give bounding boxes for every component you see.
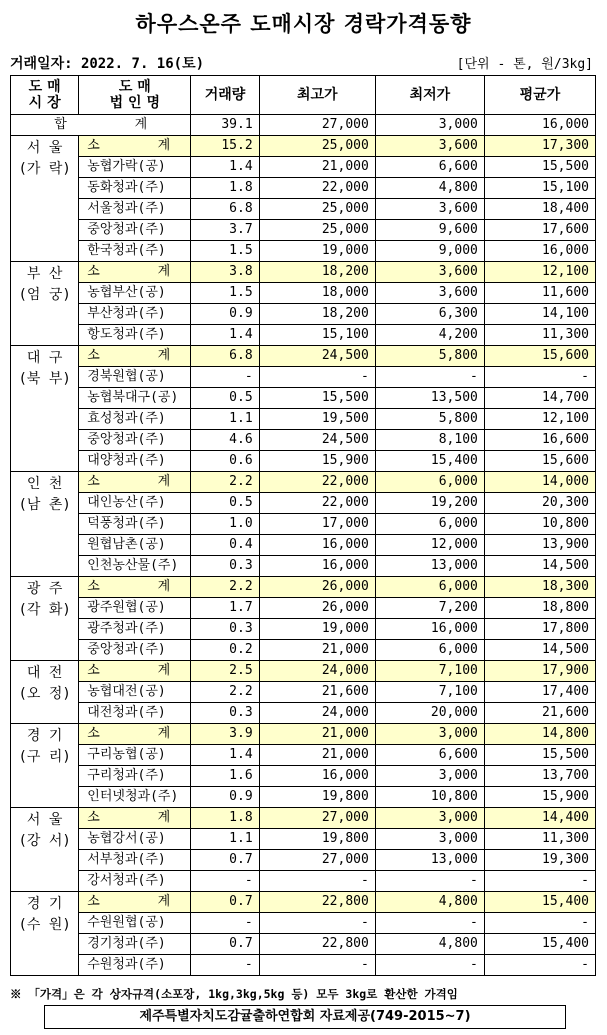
max-price-cell: 19,000 (259, 241, 375, 262)
corp-name: 대인농산(주) (79, 493, 191, 514)
corp-name: 인천농산물(주) (79, 556, 191, 577)
table-row (11, 514, 596, 535)
total-volume: 39.1 (191, 115, 259, 136)
corp-name: 원협남촌(공) (79, 535, 191, 556)
volume-cell: 0.9 (191, 787, 259, 808)
max-price-cell: 16,000 (259, 556, 375, 577)
min-price-cell: 3,600 (375, 262, 484, 283)
volume-cell: 2.2 (191, 577, 259, 598)
min-price-cell: 6,000 (375, 640, 484, 661)
max-price-cell: 26,000 (259, 598, 375, 619)
min-price-cell: 4,800 (375, 892, 484, 913)
corp-name: 소 계 (79, 724, 191, 745)
avg-price-cell: 14,700 (484, 388, 595, 409)
min-price-cell: 4,800 (375, 934, 484, 955)
avg-price-cell: 14,100 (484, 304, 595, 325)
min-price-cell: 3,000 (375, 766, 484, 787)
avg-price-cell: - (484, 367, 595, 388)
min-price-cell: - (375, 955, 484, 976)
header-avg: 평균가 (484, 76, 595, 115)
avg-price-cell: 14,000 (484, 472, 595, 493)
min-price-cell: 13,500 (375, 388, 484, 409)
volume-cell: 2.2 (191, 472, 259, 493)
min-price-cell: 3,000 (375, 808, 484, 829)
corp-name: 동화청과(주) (79, 178, 191, 199)
avg-price-cell: 17,800 (484, 619, 595, 640)
min-price-cell: 16,000 (375, 619, 484, 640)
total-max: 27,000 (259, 115, 375, 136)
min-price-cell: 6,000 (375, 514, 484, 535)
corp-name: 소 계 (79, 136, 191, 157)
corp-name: 소 계 (79, 262, 191, 283)
corp-name: 소 계 (79, 808, 191, 829)
max-price-cell: 16,000 (259, 766, 375, 787)
table-row (11, 283, 596, 304)
market-name: 광 주 (각 화) (11, 577, 79, 661)
volume-cell: - (191, 367, 259, 388)
volume-cell: 0.3 (191, 703, 259, 724)
avg-price-cell: 15,600 (484, 346, 595, 367)
avg-price-cell: 17,400 (484, 682, 595, 703)
market-name: 경 기 (수 원) (11, 892, 79, 976)
max-price-cell: 24,500 (259, 346, 375, 367)
avg-price-cell: 12,100 (484, 409, 595, 430)
avg-price-cell: 19,300 (484, 850, 595, 871)
max-price-cell: 24,000 (259, 661, 375, 682)
subtotal-row (11, 472, 596, 493)
table-row (11, 451, 596, 472)
header-volume: 거래량 (191, 76, 259, 115)
table-row (11, 703, 596, 724)
table-row (11, 619, 596, 640)
header-market: 도 매 시 장 (11, 76, 79, 115)
max-price-cell: 21,000 (259, 640, 375, 661)
min-price-cell: 6,000 (375, 472, 484, 493)
min-price-cell: 13,000 (375, 850, 484, 871)
avg-price-cell: 16,600 (484, 430, 595, 451)
subtotal-row (11, 346, 596, 367)
page-title: 하우스온주 도매시장 경락가격동향 (135, 12, 472, 36)
table-row (11, 220, 596, 241)
table-row (11, 787, 596, 808)
avg-price-cell: 11,600 (484, 283, 595, 304)
min-price-cell: 19,200 (375, 493, 484, 514)
max-price-cell: 15,500 (259, 388, 375, 409)
min-price-cell: 5,800 (375, 346, 484, 367)
min-price-cell: 3,000 (375, 724, 484, 745)
market-name: 대 구 (북 부) (11, 346, 79, 472)
corp-name: 서울청과(주) (79, 199, 191, 220)
volume-cell: 0.3 (191, 619, 259, 640)
volume-cell: 2.5 (191, 661, 259, 682)
corp-name: 광주원협(공) (79, 598, 191, 619)
max-price-cell: 21,000 (259, 157, 375, 178)
volume-cell: 4.6 (191, 430, 259, 451)
market-name: 부 산 (엄 궁) (11, 262, 79, 346)
table-row (11, 913, 596, 934)
trade-date: 거래일자: 2022. 7. 16(토) (10, 56, 205, 72)
max-price-cell: 19,800 (259, 787, 375, 808)
subtotal-row (11, 724, 596, 745)
footnote: ※ 「가격」은 각 상자규격(소포장, 1kg,3kg,5kg 등) 모두 3kg로 환산한 가격임 (10, 987, 458, 1001)
corp-name: 덕풍청과(주) (79, 514, 191, 535)
unit-label: [단위 - 톤, 원/3kg] (456, 57, 593, 72)
market-name: 서 울 (강 서) (11, 808, 79, 892)
max-price-cell: 24,000 (259, 703, 375, 724)
max-price-cell: 17,000 (259, 514, 375, 535)
volume-cell: 15.2 (191, 136, 259, 157)
corp-name: 소 계 (79, 661, 191, 682)
avg-price-cell: 15,500 (484, 157, 595, 178)
table-row (11, 325, 596, 346)
header-min: 최저가 (375, 76, 484, 115)
corp-name: 대전청과(주) (79, 703, 191, 724)
volume-cell: 0.7 (191, 850, 259, 871)
avg-price-cell: 17,300 (484, 136, 595, 157)
min-price-cell: 6,600 (375, 157, 484, 178)
max-price-cell: 26,000 (259, 577, 375, 598)
min-price-cell: 4,800 (375, 178, 484, 199)
volume-cell: 1.4 (191, 157, 259, 178)
min-price-cell: 3,600 (375, 283, 484, 304)
table-row (11, 934, 596, 955)
table-row (11, 871, 596, 892)
max-price-cell: 15,100 (259, 325, 375, 346)
max-price-cell: 25,000 (259, 199, 375, 220)
min-price-cell: - (375, 367, 484, 388)
table-row (11, 493, 596, 514)
table-row (11, 598, 596, 619)
volume-cell: 0.3 (191, 556, 259, 577)
min-price-cell: 7,200 (375, 598, 484, 619)
max-price-cell: 19,000 (259, 619, 375, 640)
max-price-cell: 22,000 (259, 472, 375, 493)
max-price-cell: 22,800 (259, 934, 375, 955)
total-label: 합 계 (11, 115, 191, 136)
avg-price-cell: 13,900 (484, 535, 595, 556)
volume-cell: 0.7 (191, 892, 259, 913)
max-price-cell: - (259, 871, 375, 892)
corp-name: 인터넷청과(주) (79, 787, 191, 808)
min-price-cell: 20,000 (375, 703, 484, 724)
min-price-cell: - (375, 913, 484, 934)
avg-price-cell: 15,500 (484, 745, 595, 766)
avg-price-cell: 15,600 (484, 451, 595, 472)
corp-name: 경기청과(주) (79, 934, 191, 955)
corp-name: 서부청과(주) (79, 850, 191, 871)
total-min: 3,000 (375, 115, 484, 136)
table-row (11, 766, 596, 787)
max-price-cell: 22,000 (259, 493, 375, 514)
table-row (11, 955, 596, 976)
table-row (11, 241, 596, 262)
volume-cell: - (191, 913, 259, 934)
table-row (11, 388, 596, 409)
market-name: 인 천 (남 촌) (11, 472, 79, 577)
table-row (11, 199, 596, 220)
corp-name: 소 계 (79, 472, 191, 493)
volume-cell: 6.8 (191, 346, 259, 367)
corp-name: 수원청과(주) (79, 955, 191, 976)
max-price-cell: 21,000 (259, 745, 375, 766)
max-price-cell: 27,000 (259, 850, 375, 871)
corp-name: 효성청과(주) (79, 409, 191, 430)
avg-price-cell: 12,100 (484, 262, 595, 283)
max-price-cell: - (259, 367, 375, 388)
max-price-cell: - (259, 955, 375, 976)
min-price-cell: 6,000 (375, 577, 484, 598)
corp-name: 구리농협(공) (79, 745, 191, 766)
avg-price-cell: - (484, 871, 595, 892)
volume-cell: 1.8 (191, 808, 259, 829)
corp-name: 대양청과(주) (79, 451, 191, 472)
max-price-cell: 15,900 (259, 451, 375, 472)
volume-cell: 1.4 (191, 745, 259, 766)
table-row (11, 178, 596, 199)
min-price-cell: 12,000 (375, 535, 484, 556)
header-max: 최고가 (259, 76, 375, 115)
avg-price-cell: 17,600 (484, 220, 595, 241)
min-price-cell: 7,100 (375, 661, 484, 682)
min-price-cell: 5,800 (375, 409, 484, 430)
avg-price-cell: 14,500 (484, 640, 595, 661)
table-row (11, 850, 596, 871)
max-price-cell: 24,500 (259, 430, 375, 451)
max-price-cell: 21,000 (259, 724, 375, 745)
corp-name: 한국청과(주) (79, 241, 191, 262)
max-price-cell: 25,000 (259, 220, 375, 241)
volume-cell: 1.4 (191, 325, 259, 346)
volume-cell: 1.5 (191, 241, 259, 262)
volume-cell: 0.4 (191, 535, 259, 556)
volume-cell: 1.1 (191, 409, 259, 430)
volume-cell: 1.6 (191, 766, 259, 787)
avg-price-cell: 11,300 (484, 325, 595, 346)
avg-price-cell: 20,300 (484, 493, 595, 514)
market-name: 경 기 (구 리) (11, 724, 79, 808)
corp-name: 광주청과(주) (79, 619, 191, 640)
volume-cell: 0.9 (191, 304, 259, 325)
volume-cell: 1.0 (191, 514, 259, 535)
table-row (11, 430, 596, 451)
corp-name: 중앙청과(주) (79, 430, 191, 451)
subtotal-row (11, 136, 596, 157)
max-price-cell: 27,000 (259, 808, 375, 829)
volume-cell: - (191, 871, 259, 892)
volume-cell: 1.7 (191, 598, 259, 619)
volume-cell: 1.8 (191, 178, 259, 199)
corp-name: 농협부산(공) (79, 283, 191, 304)
corp-name: 농협북대구(공) (79, 388, 191, 409)
corp-name: 수원원협(공) (79, 913, 191, 934)
avg-price-cell: 18,400 (484, 199, 595, 220)
max-price-cell: 16,000 (259, 535, 375, 556)
table-row (11, 829, 596, 850)
table-row (11, 682, 596, 703)
max-price-cell: 19,500 (259, 409, 375, 430)
corp-name: 농협가락(공) (79, 157, 191, 178)
volume-cell: 6.8 (191, 199, 259, 220)
avg-price-cell: - (484, 913, 595, 934)
corp-name: 소 계 (79, 892, 191, 913)
min-price-cell: - (375, 871, 484, 892)
min-price-cell: 3,600 (375, 199, 484, 220)
table-row (11, 640, 596, 661)
max-price-cell: 21,600 (259, 682, 375, 703)
max-price-cell: - (259, 913, 375, 934)
min-price-cell: 6,600 (375, 745, 484, 766)
max-price-cell: 25,000 (259, 136, 375, 157)
price-table (10, 75, 596, 976)
avg-price-cell: 15,400 (484, 934, 595, 955)
avg-price-cell: 14,800 (484, 724, 595, 745)
min-price-cell: 8,100 (375, 430, 484, 451)
volume-cell: 0.6 (191, 451, 259, 472)
corp-name: 소 계 (79, 346, 191, 367)
table-row (11, 535, 596, 556)
avg-price-cell: 16,000 (484, 241, 595, 262)
market-name: 서 울 (가 락) (11, 136, 79, 262)
min-price-cell: 15,400 (375, 451, 484, 472)
corp-name: 중앙청과(주) (79, 640, 191, 661)
avg-price-cell: - (484, 955, 595, 976)
corp-name: 강서청과(주) (79, 871, 191, 892)
subtotal-row (11, 808, 596, 829)
avg-price-cell: 11,300 (484, 829, 595, 850)
max-price-cell: 19,800 (259, 829, 375, 850)
market-name: 대 전 (오 정) (11, 661, 79, 724)
min-price-cell: 10,800 (375, 787, 484, 808)
avg-price-cell: 14,400 (484, 808, 595, 829)
max-price-cell: 22,800 (259, 892, 375, 913)
avg-price-cell: 15,900 (484, 787, 595, 808)
max-price-cell: 22,000 (259, 178, 375, 199)
corp-name: 농협대전(공) (79, 682, 191, 703)
max-price-cell: 18,200 (259, 304, 375, 325)
volume-cell: 1.5 (191, 283, 259, 304)
volume-cell: 0.5 (191, 388, 259, 409)
avg-price-cell: 18,800 (484, 598, 595, 619)
volume-cell: - (191, 955, 259, 976)
avg-price-cell: 18,300 (484, 577, 595, 598)
min-price-cell: 9,600 (375, 220, 484, 241)
min-price-cell: 6,300 (375, 304, 484, 325)
max-price-cell: 18,000 (259, 283, 375, 304)
table-row (11, 367, 596, 388)
total-row (11, 115, 596, 136)
total-avg: 16,000 (484, 115, 595, 136)
corp-name: 농협강서(공) (79, 829, 191, 850)
volume-cell: 0.2 (191, 640, 259, 661)
min-price-cell: 3,600 (375, 136, 484, 157)
table-row (11, 304, 596, 325)
header-corp: 도 매 법 인 명 (79, 76, 191, 115)
avg-price-cell: 13,700 (484, 766, 595, 787)
avg-price-cell: 21,600 (484, 703, 595, 724)
corp-name: 소 계 (79, 577, 191, 598)
min-price-cell: 3,000 (375, 829, 484, 850)
min-price-cell: 4,200 (375, 325, 484, 346)
volume-cell: 3.7 (191, 220, 259, 241)
corp-name: 중앙청과(주) (79, 220, 191, 241)
table-row (11, 556, 596, 577)
max-price-cell: 18,200 (259, 262, 375, 283)
corp-name: 구리청과(주) (79, 766, 191, 787)
subtotal-row (11, 577, 596, 598)
avg-price-cell: 15,400 (484, 892, 595, 913)
corp-name: 부산청과(주) (79, 304, 191, 325)
min-price-cell: 13,000 (375, 556, 484, 577)
volume-cell: 0.5 (191, 493, 259, 514)
min-price-cell: 7,100 (375, 682, 484, 703)
avg-price-cell: 14,500 (484, 556, 595, 577)
table-row (11, 745, 596, 766)
corp-name: 항도청과(주) (79, 325, 191, 346)
corp-name: 경북원협(공) (79, 367, 191, 388)
table-row (11, 409, 596, 430)
avg-price-cell: 10,800 (484, 514, 595, 535)
subtotal-row (11, 661, 596, 682)
volume-cell: 3.8 (191, 262, 259, 283)
table-row (11, 157, 596, 178)
volume-cell: 3.9 (191, 724, 259, 745)
volume-cell: 1.1 (191, 829, 259, 850)
volume-cell: 0.7 (191, 934, 259, 955)
source-box: 제주특별자치도감귤출하연합회 자료제공(749-2015~7) (44, 1005, 566, 1029)
avg-price-cell: 17,900 (484, 661, 595, 682)
subtotal-row (11, 262, 596, 283)
volume-cell: 2.2 (191, 682, 259, 703)
avg-price-cell: 15,100 (484, 178, 595, 199)
min-price-cell: 9,000 (375, 241, 484, 262)
header-row (11, 76, 596, 115)
subtotal-row (11, 892, 596, 913)
